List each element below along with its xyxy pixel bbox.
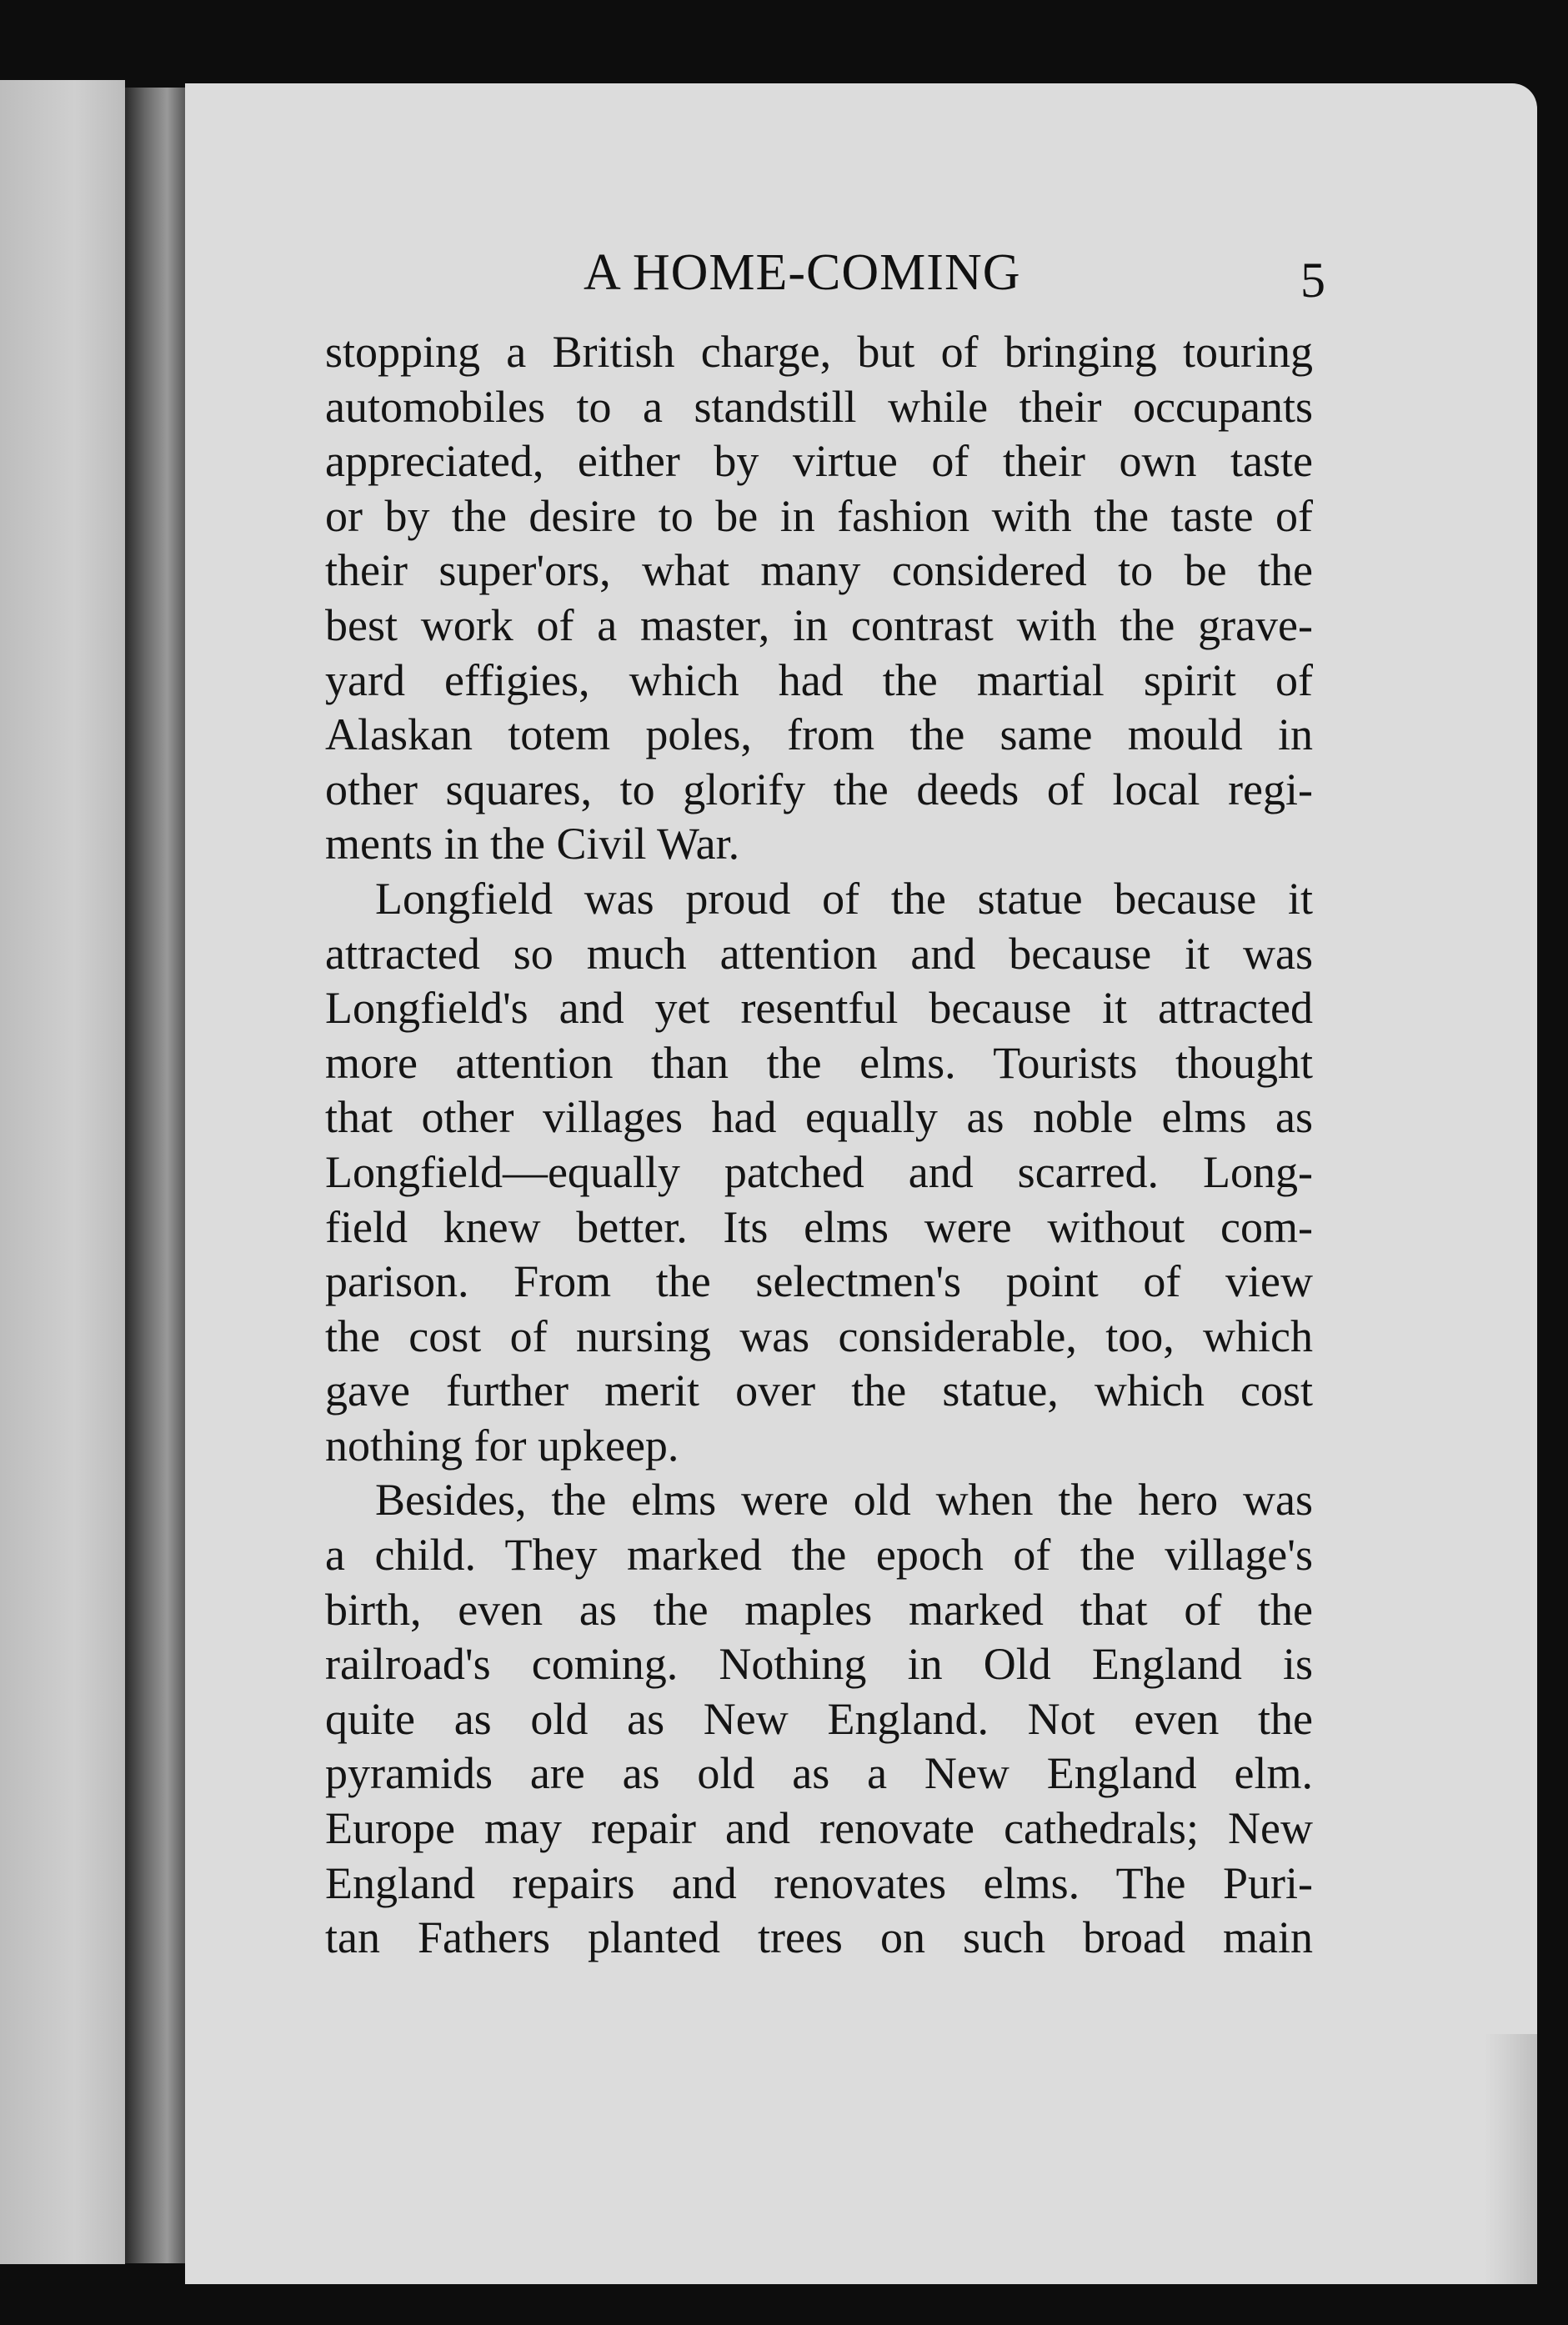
text-line: nothing for upkeep. xyxy=(325,1420,679,1471)
text-line: pyramids are as old as a New England elm. xyxy=(325,1748,1313,1799)
paragraph-1 xyxy=(325,325,1313,872)
text-line: quite as old as New England. Not even the xyxy=(325,1693,1313,1744)
paragraph-2 xyxy=(325,872,1313,1474)
text-line: yard effigies, which had the martial spirit of xyxy=(325,654,1313,705)
text-line: field knew better. Its elms were without com- xyxy=(325,1201,1313,1252)
paragraph-3 xyxy=(325,1473,1313,1965)
text-line: tan Fathers planted trees on such broad main xyxy=(325,1912,1313,1963)
text-line: best work of a master, in contrast with the grave- xyxy=(325,599,1313,650)
text-line: stopping a British charge, but of bringing touring xyxy=(325,327,1313,377)
text-line: parison. From the selectmen's point of view xyxy=(325,1256,1313,1307)
text-line: attracted so much attention and because it was xyxy=(325,928,1313,979)
book-gutter xyxy=(125,88,185,2263)
text-line: or by the desire to be in fashion with the taste of xyxy=(325,490,1313,541)
page-curl xyxy=(1484,2034,1537,2284)
text-line: the cost of nursing was considerable, too, which xyxy=(325,1310,1313,1361)
running-head: A HOME-COMING xyxy=(584,244,1021,301)
text-line: England repairs and renovates elms. The Puri- xyxy=(325,1857,1313,1908)
facing-page-edge xyxy=(0,80,125,2264)
text-line: other squares, to glorify the deeds of local regi- xyxy=(325,764,1313,814)
body-text xyxy=(325,325,1313,1966)
text-line: appreciated, either by virtue of their own taste xyxy=(325,436,1313,487)
text-line: automobiles to a standstill while their occupants xyxy=(325,381,1313,432)
text-line: ments in the Civil War. xyxy=(325,819,740,869)
text-line: Longfield was proud of the statue because it xyxy=(375,873,1313,924)
text-line: their super'ors, what many considered to be the xyxy=(325,545,1313,596)
text-line: gave further merit over the statue, which cost xyxy=(325,1365,1313,1416)
text-line: Alaskan totem poles, from the same mould in xyxy=(325,709,1313,760)
text-line: railroad's coming. Nothing in Old England is xyxy=(325,1639,1313,1690)
text-line: more attention than the elms. Tourists thought xyxy=(325,1037,1313,1088)
text-line: Longfield's and yet resentful because it attracted xyxy=(325,983,1313,1034)
page-number: 5 xyxy=(1300,253,1325,308)
text-line: that other villages had equally as noble elms as xyxy=(325,1092,1313,1143)
text-line: a child. They marked the epoch of the village's xyxy=(325,1530,1313,1581)
text-line: Europe may repair and renovate cathedrals; New xyxy=(325,1803,1313,1854)
text-line: Besides, the elms were old when the hero was xyxy=(375,1475,1313,1526)
text-line: Longfield—equally patched and scarred. Long- xyxy=(325,1146,1313,1197)
text-line: birth, even as the maples marked that of the xyxy=(325,1584,1313,1635)
